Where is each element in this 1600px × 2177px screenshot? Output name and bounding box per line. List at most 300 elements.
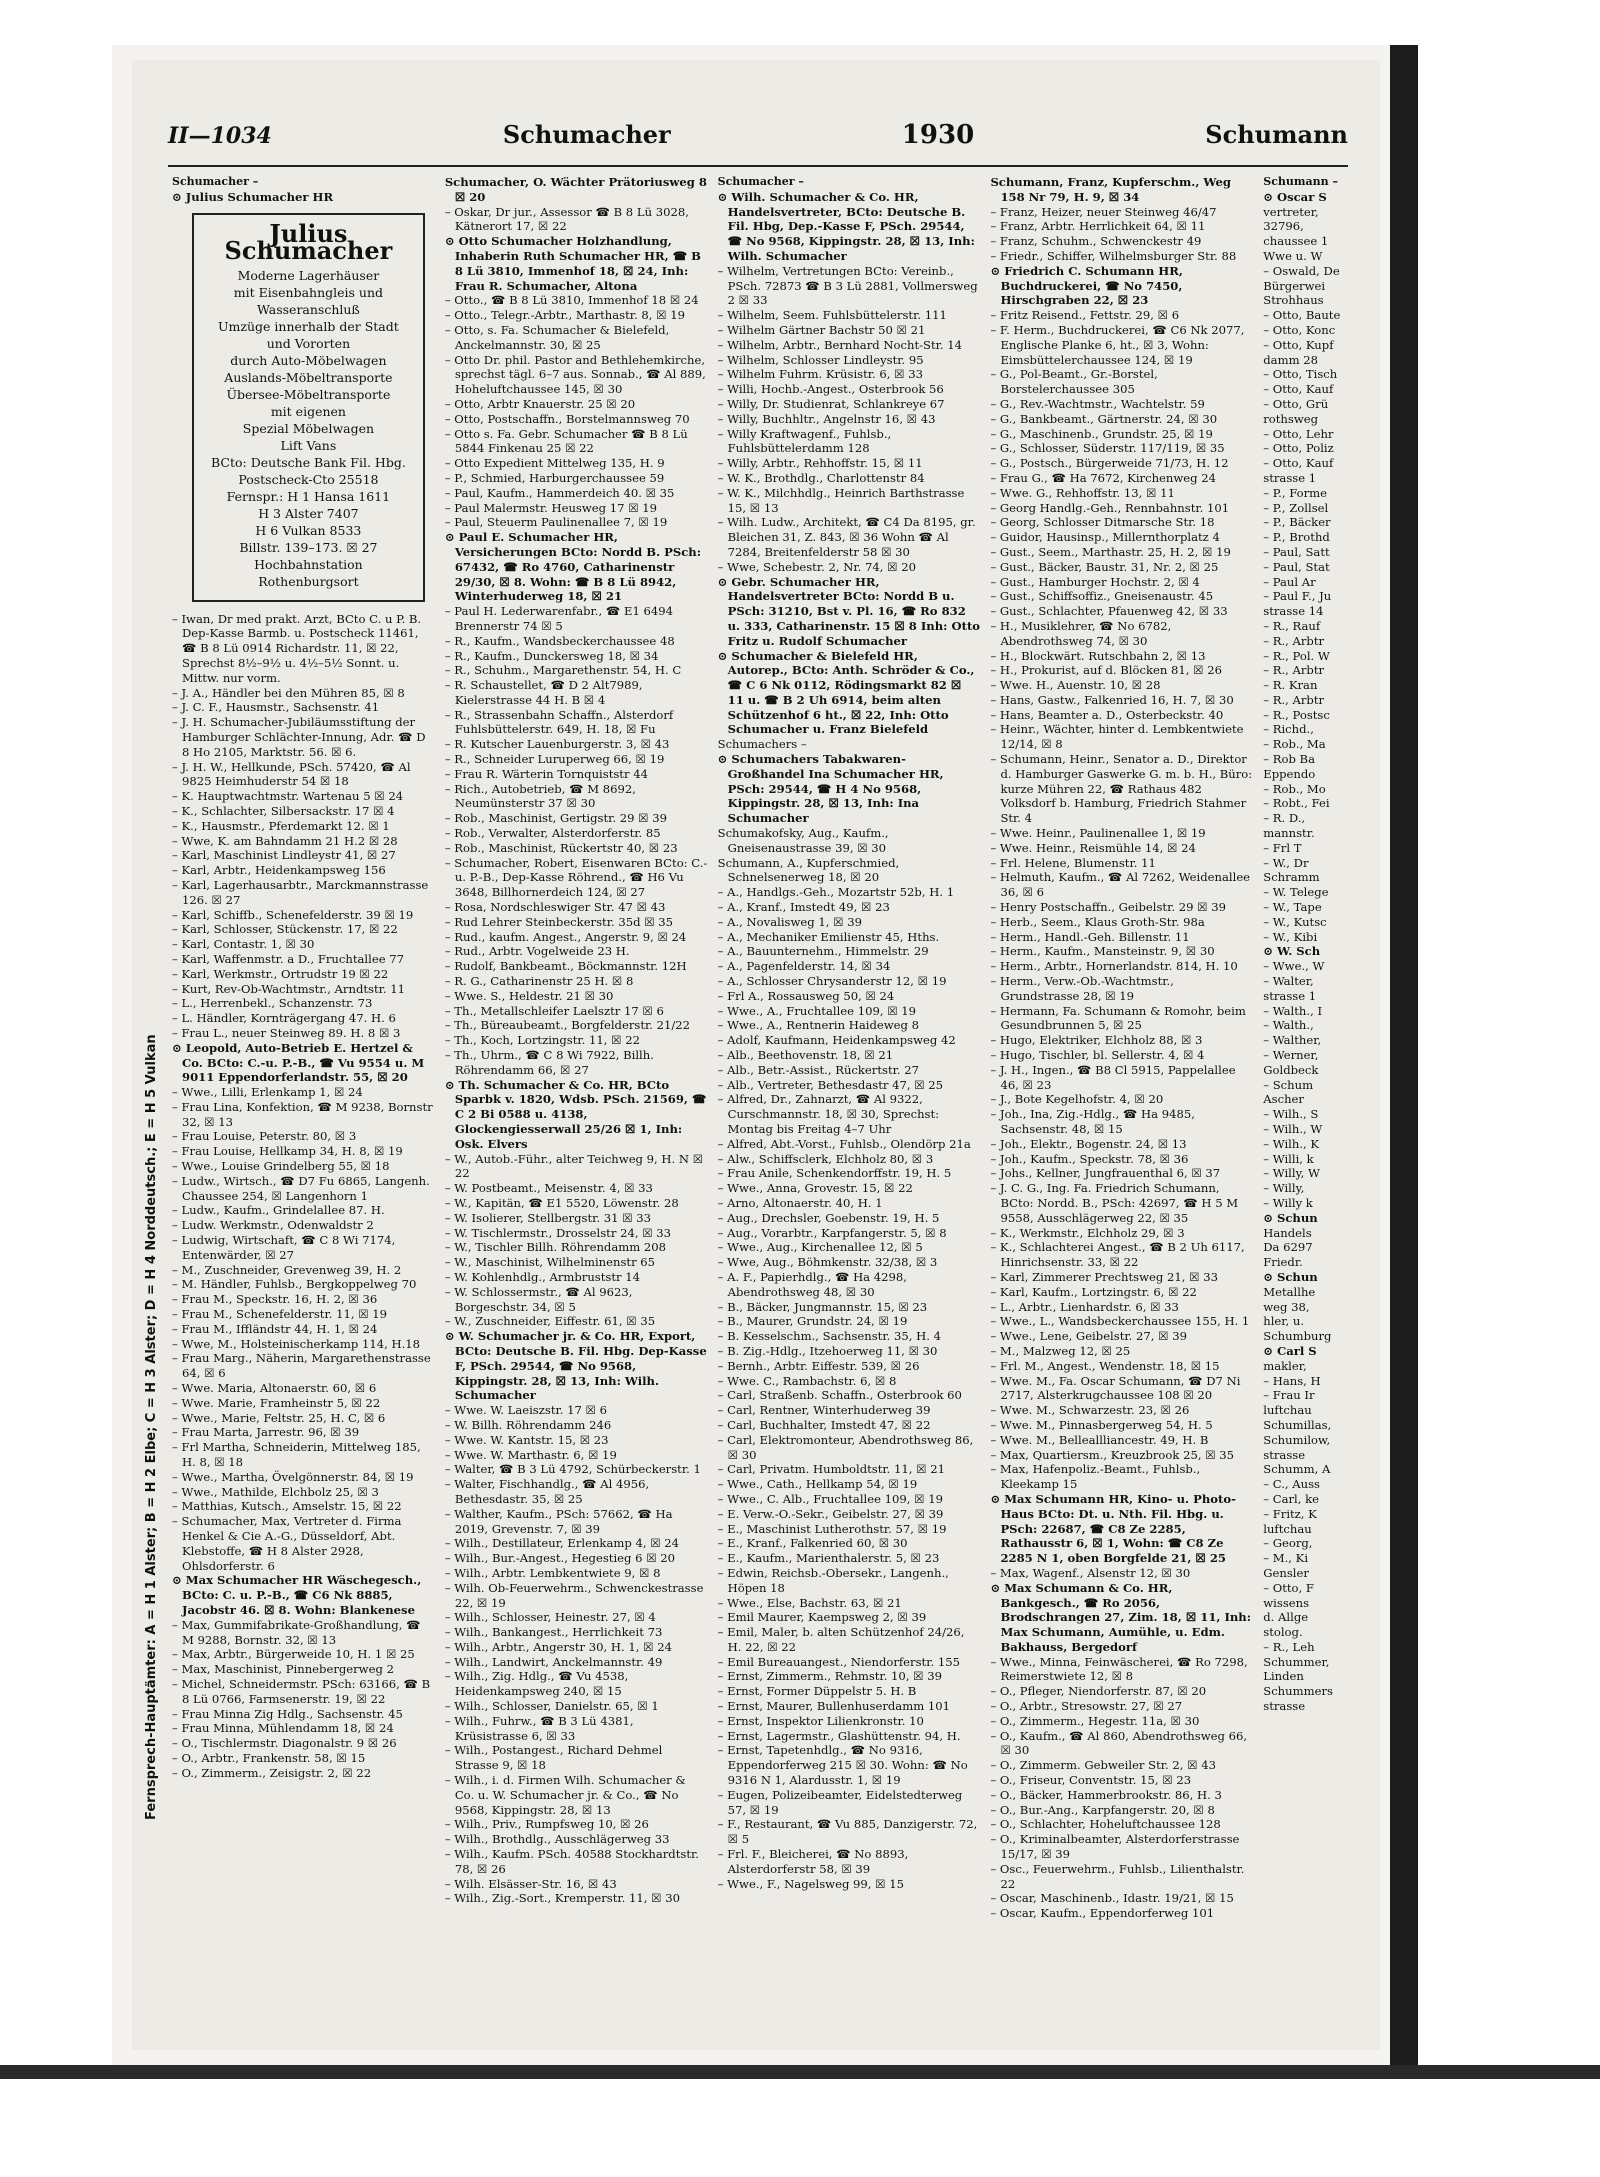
directory-entry: – Frau M., Speckstr. 16, H. 2, ☒ 36 (172, 1292, 378, 1307)
directory-entry: – Rosa, Nordschleswiger Str. 47 ☒ 43 (444, 900, 666, 915)
directory-entry: – Hans, H (1263, 1373, 1321, 1388)
directory-entry: – Rob., Mo (1263, 781, 1326, 796)
fernsprech-note: Fernsprech-Hauptämter: A = H 1 Alster; B = H 2 Elbe; C = H 3 Alster; D = H 4 Norddeutsch.; E = H 5 Vulkan (144, 1034, 159, 1820)
directory-entry: – Wilh., Destillateur, Erlenkamp 4, ☒ 24 (444, 1536, 680, 1551)
directory-entry: – Wilh., Landwirt, Anckelmannstr. 49 (444, 1654, 663, 1669)
directory-entry: – Frl T (1263, 840, 1302, 855)
directory-entry: – R. Kran (1263, 678, 1318, 693)
directory-entry: – E., Maschinist Lutherothstr. 57, ☒ 19 (717, 1521, 947, 1536)
directory-entry: – Friedr., Schiffer, Wilhelmsburger Str. 88 (990, 248, 1237, 263)
directory-entry: – Georg, Schlosser Ditmarsche Str. 18 (990, 515, 1215, 530)
directory-entry: – Frau Ir (1263, 1388, 1315, 1403)
directory-entry: – Emil Bureauangest., Niendorferstr. 155 (717, 1654, 960, 1669)
advert-line: Fernspr.: H 1 Hansa 1611 (226, 488, 391, 504)
page-number: II—1034 (168, 123, 272, 149)
directory-entry: Schumburg (1263, 1329, 1332, 1344)
directory-entry: – Max, Arbtr., Bürgerweide 10, H. 1 ☒ 25 (172, 1647, 415, 1662)
directory-entry: – Rob., Verwalter, Alsterdorferstr. 85 (444, 826, 661, 841)
directory-entry: – B. Kesselschm., Sachsenstr. 35, H. 4 (717, 1329, 941, 1344)
directory-entry: – Hugo, Elektriker, Elchholz 88, ☒ 3 (990, 1033, 1203, 1048)
directory-entry: – Wilhelm, Seem. Fuhlsbüttelerstr. 111 (717, 308, 947, 323)
directory-entry: – M., Ki (1263, 1551, 1309, 1566)
directory-entry: – Wwe., Mathilde, Elchbolz 25, ☒ 3 (172, 1484, 379, 1499)
directory-entry: – Otto, Tisch (1263, 367, 1338, 382)
directory-entry: – Carl, Straßenb. Schaffn., Osterbrook 60 (717, 1388, 962, 1403)
directory-entry: – Wilh., i. d. Firmen Wilh. Schumacher & Co. u. W. Schumacher jr. & Co., ☎ No 9568, Kippingstr. 28, ☒ 13 (444, 1773, 686, 1817)
directory-entry: – Wilhelm, Vertretungen BCto: Vereinb., PSch. 72873 ☎ B 3 Lü 2881, Vollmersweg 2 ☒ 33 (717, 263, 978, 308)
directory-entry: – Hermann, Fa. Schumann & Romohr, beim Gesundbrunnen 5, ☒ 25 (990, 1003, 1246, 1033)
directory-entry: – Oscar, Maschinenb., Idastr. 19/21, ☒ 15 (990, 1891, 1234, 1906)
directory-entry: ⊙ Schun (1263, 1269, 1318, 1284)
directory-entry: – W. Tischlermstr., Drosselstr 24, ☒ 33 (444, 1225, 672, 1240)
directory-entry: – Schumann, Heinr., Senator a. D., Direktor d. Hamburger Gaswerke G. m. b. H., Büro: kurze Mühren 22, ☎ Rathaus 482 Volksdorf b. Hamburg, Friedrich Stahmer Str. 4 (990, 752, 1253, 826)
advert-box (192, 213, 425, 602)
directory-entry: – Emil Maurer, Kaempsweg 2, ☒ 39 (717, 1610, 927, 1625)
directory-entry: ⊙ Max Schumann & Co. HR, Bankgesch., ☎ Ro 2056, Brodschrangen 27, Zim. 18, ☒ 11, Inh: Max Schumann, Aumühle, u. Edm. Bakhauss, Bergedorf (990, 1580, 1252, 1654)
directory-entry: – Rob., Maschinist, Gertigstr. 29 ☒ 39 (444, 811, 668, 826)
directory-entry: – Eugen, Polizeibeamter, Eidelstedterweg 57, ☒ 19 (717, 1787, 963, 1817)
directory-entry: – W. Billh. Röhrendamm 246 (444, 1417, 612, 1432)
directory-entry: – W., Kutsc (1263, 914, 1327, 929)
directory-entry: – G., Postsch., Bürgerweide 71/73, H. 12 (990, 456, 1229, 471)
directory-entry: Schumm, A (1263, 1462, 1331, 1477)
directory-entry: – Willy Kraftwagenf., Fuhlsb., Fuhlsbüttelerdamm 128 (717, 426, 892, 456)
directory-entry: – R. Kutscher Lauenburgerstr. 3, ☒ 43 (444, 737, 670, 752)
directory-entry: – Frau Louise, Peterstr. 80, ☒ 3 (172, 1129, 357, 1144)
scan-edge-shadow (1390, 45, 1418, 2075)
directory-entry: – Wilh., Zig.-Sort., Kremperstr. 11, ☒ 30 (444, 1891, 680, 1906)
directory-entry: – Joh., Kaufm., Speckstr. 78, ☒ 36 (990, 1151, 1189, 1166)
directory-entry: – W., Tischler Billh. Röhrendamm 208 (444, 1240, 667, 1255)
directory-entry: – Karl, Contastr. 1, ☒ 30 (172, 937, 315, 952)
directory-entry: – O., Kriminalbeamter, Alsterdorferstrasse 15/17, ☒ 39 (990, 1832, 1240, 1862)
advert-line: BCto: Deutsche Bank Fil. Hbg. (211, 454, 406, 470)
directory-entry: – Wwe. W. Kantstr. 15, ☒ 23 (444, 1432, 609, 1447)
directory-entry: – O., Friseur, Conventstr. 15, ☒ 23 (990, 1773, 1192, 1788)
directory-entry: Ascher (1263, 1092, 1304, 1107)
directory-entry: – Matthias, Kutsch., Amselstr. 15, ☒ 22 (172, 1499, 402, 1514)
directory-entry: d. Allge (1263, 1610, 1309, 1625)
directory-entry: – Paul, Satt (1263, 544, 1330, 559)
directory-entry: hler, u. (1263, 1314, 1305, 1329)
directory-entry: – Wwe. H., Auenstr. 10, ☒ 28 (990, 678, 1161, 693)
directory-entry: – R., Schuhm., Margarethenstr. 54, H. C (444, 663, 682, 678)
directory-entry: – Alfred, Dr., Zahnarzt, ☎ Al 9322, Curschmannstr. 18, ☒ 30, Sprechst: Montag bis Freitag 4–7 Uhr (717, 1092, 940, 1136)
directory-entry: – G., Maschinenb., Grundstr. 25, ☒ 19 (990, 426, 1213, 441)
advert-line: Wasseranschluß (257, 301, 360, 317)
directory-entry: – Ernst, Tapetenhdlg., ☎ No 9316, Eppendorferweg 215 ☒ 30. Wohn: ☎ No 9316 N 1, Alardusstr. 1, ☒ 19 (717, 1743, 968, 1788)
directory-entry: – Otto, Lehr (1263, 426, 1334, 441)
directory-entry: Eppendo (1263, 766, 1316, 781)
directory-entry: – A. F., Papierhdlg., ☎ Ha 4298, Abendrothsweg 48, ☒ 30 (717, 1269, 907, 1299)
directory-entry: – Alb., Beethovenstr. 18, ☒ 21 (717, 1048, 894, 1063)
directory-entry: ⊙ Paul E. Schumacher HR, Versicherungen BCto: Nordd B. PSch: 67432, ☎ Ro 4760, Catharinenstr 29/30, ☒ 8. Wohn: ☎ B 8 Lü 8942, Winterhuderweg 18, ☒ 21 (444, 530, 702, 604)
directory-entry: – L., Herrenbekl., Schanzenstr. 73 (172, 996, 373, 1011)
directory-entry: – Wilh., Priv., Rumpfsweg 10, ☒ 26 (444, 1817, 649, 1832)
directory-entry: – M., Zuschneider, Grevenweg 39, H. 2 (172, 1262, 402, 1277)
directory-entry: – P., Forme (1263, 485, 1328, 500)
advert-line: mit eigenen (270, 403, 346, 419)
directory-entry: Metallhe (1263, 1284, 1316, 1299)
directory-entry: – Wwe., Lilli, Erlenkamp 1, ☒ 24 (172, 1085, 363, 1100)
directory-entry: – Guidor, Hausinsp., Millernthorplatz 4 (990, 530, 1220, 545)
column-4 (990, 175, 1253, 2025)
directory-entry: – Alfred, Abt.-Vorst., Fuhlsb., Olendörp 21a (717, 1136, 971, 1151)
column-entries (445, 205, 708, 1907)
directory-entry: – W. Telege (1263, 885, 1329, 900)
directory-entry: – Oscar, Kaufm., Eppendorferweg 101 (990, 1906, 1215, 1921)
advert-line: Moderne Lagerhäuser (237, 267, 380, 283)
directory-entry: – Willy, (1263, 1181, 1305, 1196)
directory-entry: – Wilh., Postangest., Richard Dehmel Strasse 9, ☒ 18 (444, 1743, 663, 1773)
directory-entry: – Wwe. Marie, Framheinstr 5, ☒ 22 (172, 1395, 381, 1410)
directory-entry: strasse 14 (1263, 604, 1324, 619)
directory-entry: – B., Maurer, Grundstr. 24, ☒ 19 (717, 1314, 908, 1329)
directory-entry: – K., Hausmstr., Pferdemarkt 12. ☒ 1 (172, 818, 390, 833)
directory-entry: – A., Pagenfelderstr. 14, ☒ 34 (717, 959, 891, 974)
directory-page (132, 60, 1380, 2050)
directory-entry: – W. Schlossermstr., ☎ Al 9623, Borgeschstr. 34, ☒ 5 (444, 1284, 633, 1314)
directory-entry: – P., Schmied, Harburgerchaussee 59 (444, 470, 665, 485)
directory-entry: – Walth., I (1263, 1003, 1323, 1018)
directory-entry: – Karl, Zimmerer Prechtsweg 21, ☒ 33 (990, 1269, 1218, 1284)
directory-entry: – R., Kaufm., Dunckersweg 18, ☒ 34 (444, 648, 659, 663)
directory-entry: Linden (1263, 1669, 1304, 1684)
column-entries (172, 612, 435, 1781)
directory-entry: – Max, Quartiersm., Kreuzbrook 25, ☒ 35 (990, 1447, 1235, 1462)
directory-entry: strasse (1263, 1447, 1306, 1462)
directory-entry: makler, (1263, 1358, 1307, 1373)
directory-entry: – Wwe. W. Marthastr. 6, ☒ 19 (444, 1447, 617, 1462)
directory-entry: – Wilh., W (1263, 1122, 1323, 1136)
directory-entry: – W., Maschinist, Wilhelminenstr 65 (444, 1255, 656, 1270)
directory-entry: – Frl. F., Bleicherei, ☎ No 8893, Alsterdorferstr 58, ☒ 39 (717, 1847, 909, 1876)
directory-entry: – Willy, Arbtr., Rehhoffstr. 15, ☒ 11 (717, 456, 923, 471)
directory-entry: – Joh., Elektr., Bogenstr. 24, ☒ 13 (990, 1136, 1187, 1151)
directory-entry: – W., Autob.-Führ., alter Teichweg 9, H. N ☒ 22 (444, 1151, 704, 1181)
header-right-name: Schumann (1205, 120, 1348, 149)
directory-entry: – Edwin, Reichsb.-Obersekr., Langenh., Höpen 18 (717, 1565, 949, 1595)
directory-entry: – Otto, Baute (1263, 308, 1341, 323)
directory-entry: – A., Handlgs.-Geh., Mozartstr 52b, H. 1 (717, 885, 955, 900)
directory-entry: – Ernst, Inspektor Lilienkronstr. 10 (717, 1713, 924, 1728)
directory-entry: – Wilh., K (1263, 1136, 1320, 1151)
directory-entry: chaussee 1 (1263, 234, 1329, 249)
directory-entry: – Carl, Elektromonteur, Abendrothsweg 86, ☒ 30 (717, 1432, 974, 1462)
directory-entry: – Otto, Arbtr Knauerstr. 25 ☒ 20 (444, 396, 636, 411)
directory-entry: – Willy, W (1263, 1166, 1320, 1181)
directory-entry: – Frau L., neuer Steinweg 89. H. 8 ☒ 3 (172, 1025, 401, 1040)
directory-entry: – L., Arbtr., Lienhardstr. 6, ☒ 33 (990, 1299, 1179, 1314)
directory-entry: – Paul Ar (1263, 574, 1316, 589)
directory-entry: – Franz, Heizer, neuer Steinweg 46/47 (990, 204, 1217, 219)
directory-entry: – Wwe., Louise Grindelberg 55, ☒ 18 (172, 1159, 390, 1174)
directory-entry: – Paul Malermstr. Heusweg 17 ☒ 19 (444, 500, 658, 515)
directory-entry: – Paul, Kaufm., Hammerdeich 40. ☒ 35 (444, 485, 675, 500)
directory-entry: – Paul F., Ju (1263, 589, 1332, 604)
directory-entry: – Alw., Schiffsclerk, Elchholz 80, ☒ 3 (717, 1151, 934, 1166)
directory-entry: – Frl A., Rossausweg 50, ☒ 24 (717, 988, 895, 1003)
directory-entry: – Ludw., Wirtsch., ☎ D7 Fu 6865, Langenh. Chaussee 254, ☒ Langenhorn 1 (172, 1173, 430, 1203)
directory-entry: Goldbeck (1263, 1062, 1319, 1077)
directory-entry: – H., Prokurist, auf d. Blöcken 81, ☒ 26 (990, 663, 1222, 678)
directory-entry: – Paul, Stat (1263, 559, 1330, 574)
directory-entry: – R., Arbtr (1263, 692, 1325, 707)
directory-entry: – Michel, Schneidermstr. PSch: 63166, ☎ B 8 Lü 0766, Farmsenerstr. 19, ☒ 22 (172, 1676, 431, 1706)
directory-entry: – Walther, (1263, 1033, 1322, 1048)
directory-entry: – Wwe. M., Pinnasbergerweg 54, H. 5 (990, 1417, 1213, 1432)
directory-entry: – Herm., Verw.-Ob.-Wachtmstr., Grundstrasse 28, ☒ 19 (990, 974, 1174, 1003)
directory-entry: – Herb., Seem., Klaus Groth-Str. 98a (990, 914, 1205, 929)
directory-entry: rothsweg (1263, 411, 1319, 426)
directory-entry: – Wwe., Minna, Feinwäscherei, ☎ Ro 7298, Reimerstwiete 12, ☒ 8 (990, 1654, 1248, 1684)
directory-entry: – Wwe., Aug., Kirchenallee 12, ☒ 5 (717, 1240, 923, 1255)
directory-entry: – E., Kranf., Falkenried 60, ☒ 30 (717, 1536, 908, 1551)
directory-entry: strasse 1 (1263, 988, 1317, 1003)
directory-entry: Bürgerwei (1263, 278, 1326, 293)
directory-entry: – G., Pol-Beamt., Gr.-Borstel, Borstelerchaussee 305 (990, 367, 1158, 397)
directory-entry: – Wilh. Ob-Feuerwehrm., Schwenckestrasse 22, ☒ 19 (444, 1580, 704, 1610)
directory-entry: – Wwe., Else, Bachstr. 63, ☒ 21 (717, 1595, 902, 1610)
directory-entry: – Kurt, Rev-Ob-Wachtmstr., Arndtstr. 11 (172, 981, 406, 996)
directory-entry: – Adolf, Kaufmann, Heidenkampsweg 42 (717, 1033, 956, 1048)
column-entries (990, 205, 1253, 1921)
directory-entry: – Rud Lehrer Steinbeckerstr. 35d ☒ 35 (444, 914, 674, 929)
directory-entry: Schumakofsky, Aug., Kaufm., Gneisenaustrasse 39, ☒ 30 (717, 826, 889, 855)
directory-entry: – K. Hauptwachtmstr. Wartenau 5 ☒ 24 (172, 789, 404, 804)
directory-entry: – R., Pol. W (1263, 648, 1330, 663)
directory-entry: – Wwe. G., Rehhoffstr. 13, ☒ 11 (990, 485, 1175, 500)
directory-entry: – Wwe, Aug., Böhmkenstr. 32/38, ☒ 3 (717, 1255, 938, 1270)
directory-entry: wissens (1263, 1595, 1310, 1610)
directory-entry: vertreter, (1263, 204, 1319, 219)
directory-entry: – Otto, Konc (1263, 322, 1336, 337)
directory-entry: – W. Postbeamt., Meisenstr. 4, ☒ 33 (444, 1181, 653, 1196)
directory-entry: – R. D., (1263, 811, 1306, 826)
directory-entry: – Carl, Buchhalter, Imstedt 47, ☒ 22 (717, 1417, 931, 1432)
directory-entry: – J. C. G., Ing. Fa. Friedrich Schumann, BCto: Nordd. B., PSch: 42697, ☎ H 5 M 9558, Ausschlägerweg 22, ☒ 35 (990, 1181, 1239, 1225)
directory-entry: – Frau Minna, Mühlendamm 18, ☒ 24 (172, 1721, 394, 1736)
directory-entry: – Frl Martha, Schneiderin, Mittelweg 185, H. 8, ☒ 18 (172, 1440, 421, 1470)
directory-entry: – Frau Marg., Näherin, Margarethenstrasse 64, ☒ 6 (172, 1351, 431, 1381)
directory-entry: – Wilh., Bur.-Angest., Hegestieg 6 ☒ 20 (444, 1551, 676, 1566)
directory-entry: – Wwe. C., Rambachstr. 6, ☒ 8 (717, 1373, 897, 1388)
directory-entry: – Otto s. Fa. Gebr. Schumacher ☎ B 8 Lü 5844 Finkenau 25 ☒ 22 (444, 426, 688, 456)
directory-entry: – Walter, Fischhandlg., ☎ Al 4956, Bethesdastr. 35, ☒ 25 (444, 1477, 650, 1506)
directory-entry: – Karl, Schiffb., Schenefelderstr. 39 ☒ 19 (172, 907, 414, 922)
directory-entry: – Frau Minna Zig Hdlg., Sachsenstr. 45 (172, 1706, 403, 1721)
advert-line: durch Auto-Möbelwagen (230, 352, 387, 368)
directory-entry: ⊙ Carl S (1263, 1343, 1317, 1358)
directory-entry: – Wwe, M., Holsteinischerkamp 114, H.18 (172, 1336, 421, 1351)
directory-entry: – R., Arbtr (1263, 633, 1325, 648)
directory-entry: – Frau M., Schenefelderstr. 11, ☒ 19 (172, 1307, 388, 1322)
directory-entry: ⊙ Th. Schumacher & Co. HR, BCto Sparbk v. 1820, Wdsb. PSch. 21569, ☎ C 2 Bi 0588 u. 4138, Glockengiesserwall 25/26 ☒ 1, Inh: Osk. Elvers (444, 1077, 707, 1151)
directory-entry: – Wilh., Schlosser, Heinestr. 27, ☒ 4 (444, 1610, 656, 1625)
advert-line: H 3 Alster 7407 (258, 505, 359, 521)
directory-entry: – Wwe. Maria, Altonaerstr. 60, ☒ 6 (172, 1381, 377, 1396)
directory-entry: – Gust., Schlachter, Pfauenweg 42, ☒ 33 (990, 604, 1228, 619)
directory-entry: – Frau Lina, Konfektion, ☎ M 9238, Bornstr 32, ☒ 13 (172, 1099, 433, 1129)
directory-entry: ⊙ Friedrich C. Schumann HR, Buchdruckerei, ☎ No 7450, Hirschgraben 22, ☒ 23 (990, 263, 1183, 308)
directory-entry: – B. Zig.-Hdlg., Itzehoerweg 11, ☒ 30 (717, 1343, 938, 1358)
advert-line: Hochbahnstation (254, 556, 363, 572)
directory-entry: – Wilh., Arbtr. Lembkentwiete 9, ☒ 8 (444, 1565, 661, 1580)
advert-line: Spezial Möbelwagen (242, 420, 375, 436)
directory-entry: – M., Malzweg 12, ☒ 25 (990, 1343, 1131, 1358)
header-rule (168, 165, 1348, 167)
column-5-cut (1263, 175, 1372, 2025)
directory-entry: – Wwe., Cath., Hellkamp 54, ☒ 19 (717, 1477, 918, 1492)
scan-bottom-strip (0, 2065, 1600, 2079)
directory-entry: – Aug., Vorarbtr., Karpfangerstr. 5, ☒ 8 (717, 1225, 947, 1240)
directory-entry: Da 6297 (1263, 1240, 1313, 1255)
directory-entry: – Max, Wagenf., Alsenstr 12, ☒ 30 (990, 1565, 1191, 1580)
directory-entry: – Wwe., Martha, Övelgönnerstr. 84, ☒ 19 (172, 1469, 414, 1484)
directory-entry: – W., Kibi (1263, 929, 1318, 944)
advert-line: Lift Vans (280, 437, 337, 453)
directory-entry: – Werner, (1263, 1048, 1319, 1063)
directory-entry: Schumachers – (717, 737, 807, 752)
directory-entry: – R. G., Catharinenstr 25 H. ☒ 8 (444, 974, 634, 989)
advert-line: Übersee-Möbeltransporte (226, 386, 391, 402)
directory-entry: strasse 1 (1263, 470, 1317, 485)
directory-entry: ⊙ Schumacher & Bielefeld HR, Autorep., BCto: Anth. Schröder & Co., ☎ C 6 Nk 0112, Rödingsmarkt 82 ☒ 11 u. ☎ B 2 Uh 6914, beim alten Schützenhof 6 ht., ☒ 22, Inh: Otto Schumacher u. Franz Bielefeld (717, 648, 975, 737)
directory-entry: – Gust., Schiffsoffiz., Gneisenaustr. 45 (990, 589, 1214, 604)
directory-entry: – Osc., Feuerwehrm., Fuhlsb., Lilienthalstr. 22 (990, 1861, 1245, 1891)
directory-entry: – Wilhelm Fuhrm. Krüsistr. 6, ☒ 33 (717, 367, 923, 382)
directory-entry: mannstr. (1263, 826, 1315, 841)
directory-entry: – J. H. W., Hellkunde, PSch. 57420, ☎ Al 9825 Heimhuderstr 54 ☒ 18 (172, 759, 411, 789)
directory-entry: – K., Schlachter, Silbersackstr. 17 ☒ 4 (172, 803, 395, 818)
directory-entry: – F., Restaurant, ☎ Vu 885, Danzigerstr. 72, ☒ 5 (717, 1817, 978, 1847)
directory-entry: – Herm., Handl.-Geh. Billenstr. 11 (990, 929, 1190, 944)
directory-entry: – M. Händler, Fuhlsb., Bergkoppelweg 70 (172, 1277, 417, 1292)
directory-entry: – Ernst, Maurer, Bullenhuserdamm 101 (717, 1699, 951, 1714)
directory-entry: – Wwe., C. Alb., Fruchtallee 109, ☒ 19 (717, 1491, 943, 1506)
directory-entry: – Wilh. Ludw., Architekt, ☎ C4 Da 8195, gr. Bleichen 31, Z. 843, ☒ 36 Wohn ☎ Al 7284, Breitenfelderstr 58 ☒ 30 (717, 515, 976, 559)
directory-entry: – Wwe., A., Fruchtallee 109, ☒ 19 (717, 1003, 917, 1018)
column-first-entry: Schumacher, O. Wächter Prätoriusweg 8 ☒ 20 (444, 175, 707, 204)
directory-entry: – Wwe. M., Schwarzestr. 23, ☒ 26 (990, 1403, 1190, 1418)
directory-entry: – Wwe. M., Fa. Oscar Schumann, ☎ D7 Ni 2717, Alsterkrugchaussee 108 ☒ 20 (990, 1373, 1241, 1403)
directory-entry: weg 38, (1263, 1299, 1310, 1314)
directory-entry: – Otto, Kauf (1263, 456, 1334, 471)
directory-entry: – R. Schaustellet, ☎ D 2 Alt7989, Kielerstrasse 44 H. B ☒ 4 (444, 678, 643, 707)
column-entries (1263, 190, 1372, 1714)
directory-entry: – Wwe., L., Wandsbeckerchaussee 155, H. 1 (990, 1314, 1250, 1329)
directory-entry: – E. Verw.-O.-Sekr., Geibelstr. 27, ☒ 39 (717, 1506, 944, 1521)
directory-entry: – Otto, Poliz (1263, 441, 1334, 456)
directory-entry: – Willy k (1263, 1195, 1313, 1210)
directory-entry: Wwe u. W (1263, 248, 1323, 263)
directory-entry: – Wwe., A., Rentnerin Haideweg 8 (717, 1018, 920, 1033)
directory-entry: – Carl, ke (1263, 1491, 1320, 1506)
column-first-entry: ⊙ Julius Schumacher HR (172, 189, 334, 204)
directory-entry: – Rich., Autobetrieb, ☎ M 8692, Neumünsterstr 37 ☒ 30 (444, 781, 636, 811)
directory-entry: – Wwe. Heinr., Paulinenallee 1, ☒ 19 (990, 826, 1206, 841)
directory-entry: – Gust., Hamburger Hochstr. 2, ☒ 4 (990, 574, 1200, 589)
directory-entry: – Aug., Drechsler, Goebenstr. 19, H. 5 (717, 1210, 940, 1225)
directory-entry: – W. K., Brothdlg., Charlottenstr 84 (717, 470, 925, 485)
directory-entry: ⊙ Oscar S (1263, 189, 1327, 204)
directory-entry: luftchau (1263, 1403, 1312, 1418)
advert-line: mit Eisenbahngleis und (233, 284, 384, 300)
directory-entry: – H., Musiklehrer, ☎ No 6782, Abendrothsweg 74, ☒ 30 (990, 618, 1172, 648)
directory-entry: – Oswald, De (1263, 263, 1340, 278)
directory-entry: – Rud., Arbtr. Vogelweide 23 H. (444, 944, 630, 959)
directory-entry: – Hugo, Tischler, bl. Sellerstr. 4, ☒ 4 (990, 1048, 1205, 1063)
directory-entry: – Wilh. Elsässer-Str. 16, ☒ 43 (444, 1876, 617, 1891)
directory-entry: – W., Dr (1263, 855, 1309, 870)
directory-entry: – J. H. Schumacher-Jubiläumsstiftung der Hamburger Schlächter-Innung, Adr. ☎ D 8 Ho 2105, Marktstr. 56. ☒ 6. (172, 715, 426, 759)
directory-entry: – J. A., Händler bei den Mühren 85, ☒ 8 (172, 685, 405, 700)
directory-entry: – Alb., Vertreter, Bethesdastr 47, ☒ 25 (717, 1077, 944, 1092)
directory-entry: – Th., Metallschleifer Laelsztr 17 ☒ 6 (444, 1003, 664, 1018)
directory-entry: – Wwe., W (1263, 959, 1325, 974)
directory-entry: – W. K., Milchhdlg., Heinrich Barthstrasse 15, ☒ 13 (717, 485, 965, 515)
directory-entry: – Arno, Altonaerstr. 40, H. 1 (717, 1195, 883, 1210)
directory-entry: – O., Kaufm., ☎ Al 860, Abendrothsweg 66, ☒ 30 (990, 1728, 1248, 1758)
directory-entry: – Otto, F (1263, 1580, 1314, 1595)
page-header (168, 120, 1348, 160)
directory-entry: – Karl, Waffenmstr. a D., Fruchtallee 77 (172, 951, 404, 966)
directory-entry: – R., Schneider Luruperweg 66, ☒ 19 (444, 752, 665, 767)
directory-entry: – J. H., Ingen., ☎ B8 Cl 5915, Pappelallee 46, ☒ 23 (990, 1062, 1236, 1092)
directory-entry: – Paul H. Lederwarenfabr., ☎ E1 6494 Brennerstr 74 ☒ 5 (444, 604, 674, 633)
directory-entry: – K., Werkmstr., Elchholz 29, ☒ 3 (990, 1225, 1185, 1240)
directory-entry: – Wilh., Arbtr., Angerstr 30, H. 1, ☒ 24 (444, 1639, 672, 1654)
directory-entry: – W. Kohlenhdlg., Armbruststr 14 (444, 1269, 640, 1284)
directory-entry: – Wwe, K. am Bahndamm 21 H.2 ☒ 28 (172, 833, 398, 848)
directory-entry: – Fritz, K (1263, 1506, 1317, 1521)
directory-entry: – Franz, Arbtr. Herrlichkeit 64, ☒ 11 (990, 219, 1206, 234)
directory-entry: – R., Strassenbahn Schaffn., Alsterdorf Fuhlsbüttelerstr. 649, H. 18, ☒ Fu (444, 707, 674, 737)
advert-line: Rothenburgsort (258, 573, 359, 589)
column-heading: Schumacher – (717, 175, 804, 188)
directory-entry: – Carl, Rentner, Winterhuderweg 39 (717, 1403, 931, 1418)
directory-entry: – P., Zollsel (1263, 500, 1329, 515)
directory-entry: ⊙ W. Sch (1263, 944, 1321, 959)
directory-entry: – Iwan, Dr med prakt. Arzt, BCto C. u P. B. Dep-Kasse Barmb. u. Postscheck 11461, ☎ B 8 Lü 0914 Richardstr. 11, ☒ 22, Sprechst 8½–9½ u. 4½–5½ Sonnt. u. Mittw. nur vorm. (172, 611, 422, 685)
directory-entry: – Richd., (1263, 722, 1314, 737)
directory-entry: – Heinr., Wächter, hinter d. Lembkentwiete 12/14, ☒ 8 (990, 722, 1244, 752)
header-year: 1930 (901, 120, 975, 150)
directory-entry: – O., Schlachter, Hoheluftchaussee 128 (990, 1817, 1221, 1832)
directory-entry: – Wwe., F., Nagelsweg 99, ☒ 15 (717, 1876, 905, 1891)
directory-entry: – P., Bäcker (1263, 515, 1331, 530)
directory-entry: – Rudolf, Bankbeamt., Böckmannstr. 12H (444, 959, 687, 974)
directory-entry: ⊙ Max Schumann HR, Kino- u. Photo-Haus BCto: Dt. u. Nth. Fil. Hbg. u. PSch: 22687, ☎ C8 Ze 2285, Rathausstr 6, ☒ 1, Wohn: ☎ C8 Ze 2285 N 1, oben Borgfelde 21, ☒ 25 (990, 1491, 1236, 1566)
directory-entry: ⊙ Leopold, Auto-Betrieb E. Hertzel & Co. BCto: C.-u. P.-B., ☎ Vu 9554 u. M 9011 Eppendorferlandstr. 55, ☒ 20 (172, 1040, 425, 1085)
column-first-entry: Schumann, Franz, Kupferschm., Weg 158 Nr 79, H. 9, ☒ 34 (990, 175, 1231, 204)
directory-entry: – Wwe. M., Belleallliancestr. 49, H. B (990, 1432, 1209, 1447)
directory-entry: luftchau (1263, 1521, 1312, 1536)
directory-entry: – Th., Büreaubeamt., Borgfelderstr. 21/22 (444, 1018, 691, 1033)
directory-entry: – Wilh., Zig. Hdlg., ☎ Vu 4538, Heidenkampsweg 240, ☒ 15 (444, 1669, 629, 1699)
directory-entry: strasse (1263, 1699, 1306, 1714)
directory-entry: – Walter, (1263, 974, 1314, 989)
directory-entry: – R., Kaufm., Wandsbeckerchaussee 48 (444, 633, 675, 648)
directory-entry: – Karl, Kaufm., Lortzingstr. 6, ☒ 22 (990, 1284, 1197, 1299)
directory-entry: – Frl. M., Angest., Wendenstr. 18, ☒ 15 (990, 1358, 1220, 1373)
directory-entry: – Otto, Grü (1263, 396, 1329, 411)
directory-entry: – E., Kaufm., Marienthalerstr. 5, ☒ 23 (717, 1551, 940, 1566)
directory-entry: – Johs., Kellner, Jungfrauenthal 6, ☒ 37 (990, 1166, 1221, 1181)
directory-entry: – Paul, Steuerm Paulinenallee 7, ☒ 19 (444, 515, 668, 530)
directory-entry: Gensler (1263, 1565, 1309, 1580)
directory-entry: – G., Rev.-Wachtmstr., Wachtelstr. 59 (990, 396, 1205, 411)
